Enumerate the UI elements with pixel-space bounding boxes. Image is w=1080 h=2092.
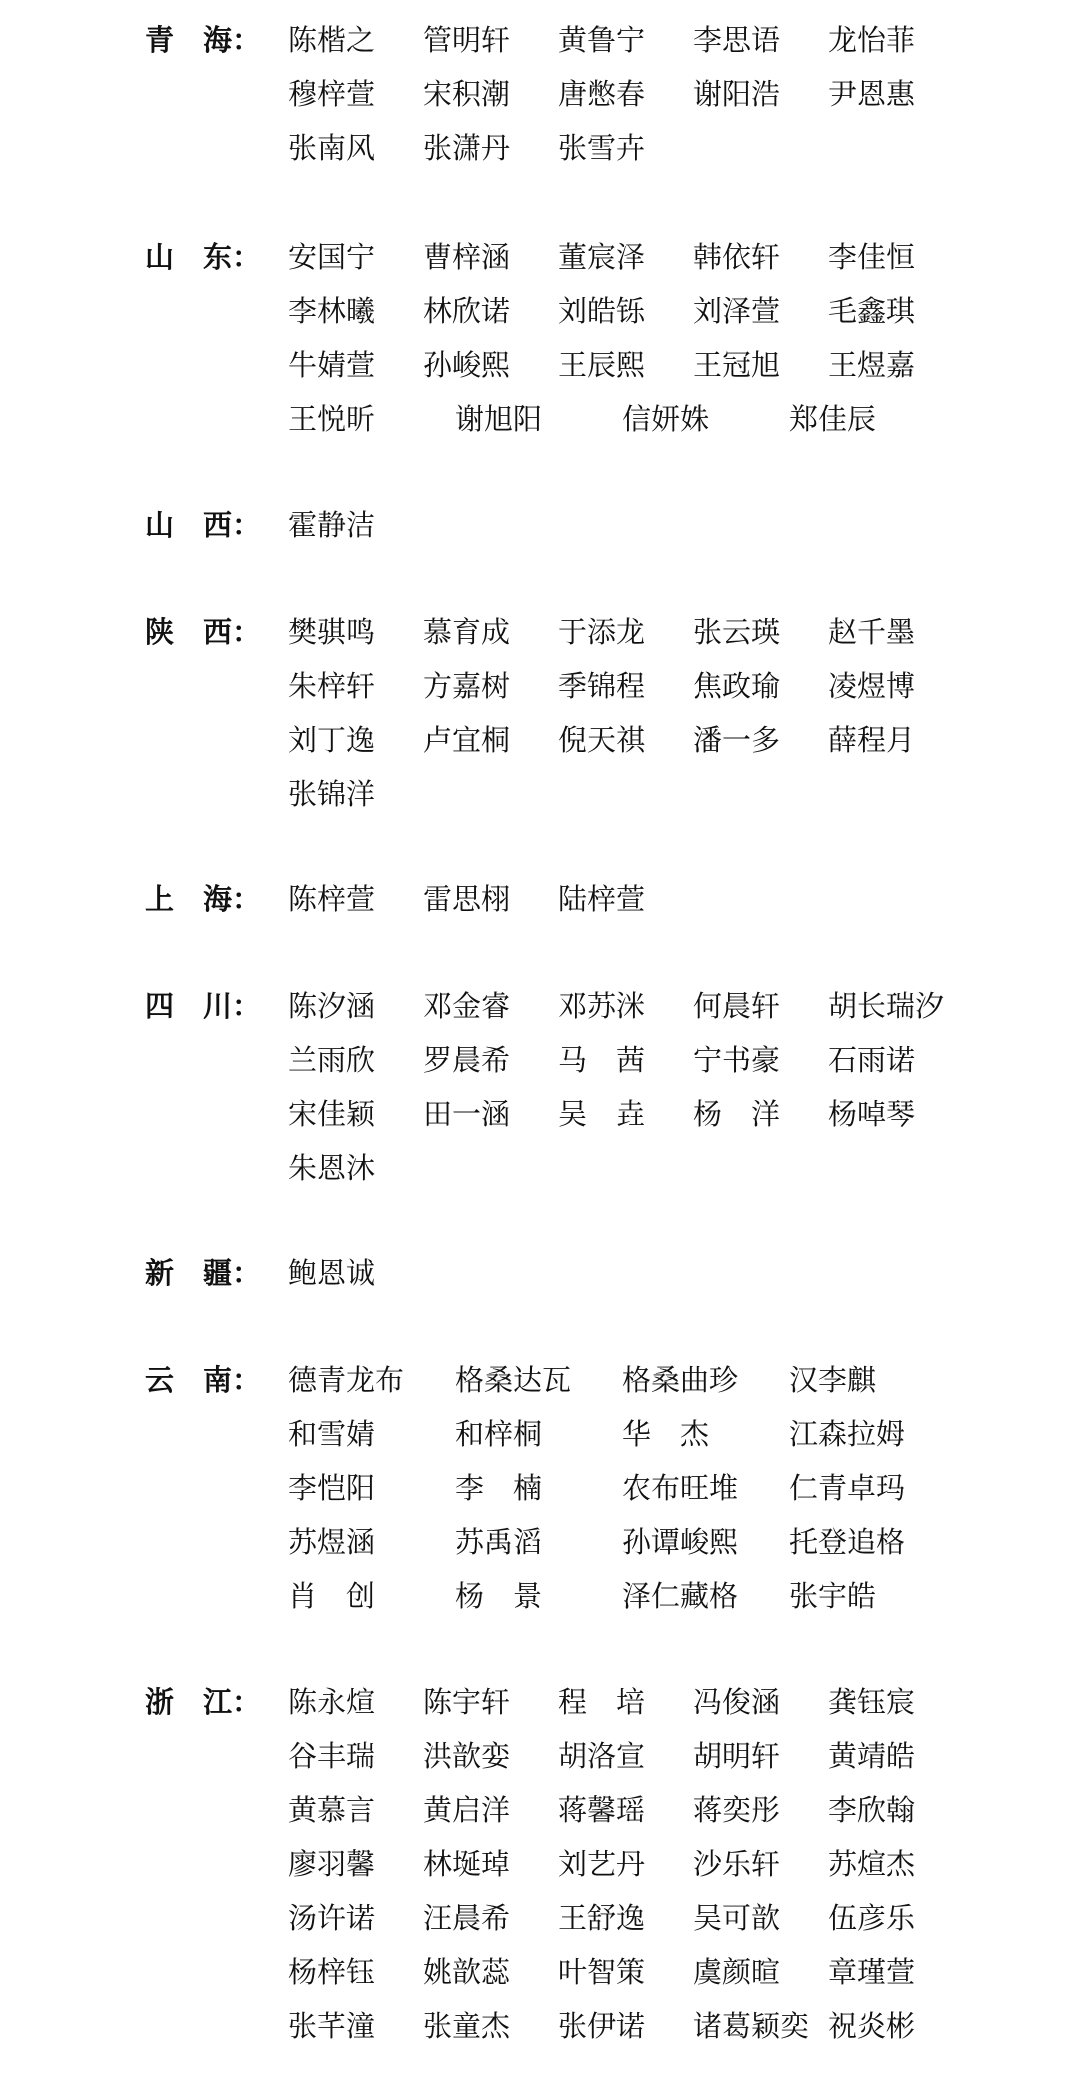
student-name: 王悦昕 xyxy=(288,402,376,436)
student-name: 冯俊涵 xyxy=(693,1685,781,1719)
student-name: 倪天祺 xyxy=(558,723,646,757)
student-name: 安国宁 xyxy=(288,240,376,274)
student-name: 杨 洋 xyxy=(693,1097,781,1131)
student-name: 李欣翰 xyxy=(828,1793,916,1827)
student-name: 薛程月 xyxy=(828,723,916,757)
student-name: 祝炎彬 xyxy=(828,2009,916,2043)
student-name: 宁书豪 xyxy=(693,1043,781,1077)
student-name: 张南风 xyxy=(288,131,376,165)
student-name: 汪晨希 xyxy=(423,1901,511,1935)
student-name: 陈梓萱 xyxy=(288,882,376,916)
student-name: 李恺阳 xyxy=(288,1471,376,1505)
student-name: 谷丰瑞 xyxy=(288,1739,376,1773)
student-name: 章瑾萱 xyxy=(828,1955,916,1989)
student-name: 陆梓萱 xyxy=(558,882,646,916)
student-name: 杨啅琴 xyxy=(828,1097,916,1131)
student-name: 牛婧萱 xyxy=(288,348,376,382)
student-name: 廖羽馨 xyxy=(288,1847,376,1881)
student-name: 田一涵 xyxy=(423,1097,511,1131)
student-name: 黄慕言 xyxy=(288,1793,376,1827)
student-name: 慕育成 xyxy=(423,615,511,649)
student-name: 樊骐鸣 xyxy=(288,615,376,649)
student-name: 马 茜 xyxy=(558,1043,646,1077)
student-name: 信妍姝 xyxy=(622,402,710,436)
student-name: 张伊诺 xyxy=(558,2009,646,2043)
province-label: 云 南： xyxy=(145,1363,262,1397)
student-name: 潘一多 xyxy=(693,723,781,757)
student-name: 陈宇轩 xyxy=(423,1685,511,1719)
student-name: 董宸泽 xyxy=(558,240,646,274)
student-name: 尹恩惠 xyxy=(828,77,916,111)
student-name: 和雪婧 xyxy=(288,1417,376,1451)
student-name: 邓苏洣 xyxy=(558,989,646,1023)
student-name: 季锦程 xyxy=(558,669,646,703)
student-name: 张雪卉 xyxy=(558,131,646,165)
student-name: 卢宜桐 xyxy=(423,723,511,757)
student-name: 江森拉姆 xyxy=(789,1417,906,1451)
student-name: 王冠旭 xyxy=(693,348,781,382)
province-label: 陕 西： xyxy=(145,615,262,649)
student-name: 黄启洋 xyxy=(423,1793,511,1827)
student-name: 张芊潼 xyxy=(288,2009,376,2043)
student-name: 韩依轩 xyxy=(693,240,781,274)
student-name: 汤许诺 xyxy=(288,1901,376,1935)
student-name: 杨 景 xyxy=(455,1579,543,1613)
student-name: 朱梓轩 xyxy=(288,669,376,703)
student-name: 陈永煊 xyxy=(288,1685,376,1719)
student-name: 泽仁藏格 xyxy=(622,1579,739,1613)
student-name: 谢旭阳 xyxy=(455,402,543,436)
student-name: 何晨轩 xyxy=(693,989,781,1023)
student-name: 龙怡菲 xyxy=(828,23,916,57)
student-name: 沙乐轩 xyxy=(693,1847,781,1881)
student-name: 雷思栩 xyxy=(423,882,511,916)
province-label: 青 海： xyxy=(145,23,262,57)
student-name: 肖 创 xyxy=(288,1579,376,1613)
student-name: 谢阳浩 xyxy=(693,77,781,111)
student-name: 于添龙 xyxy=(558,615,646,649)
student-name: 苏煜涵 xyxy=(288,1525,376,1559)
student-name: 李 楠 xyxy=(455,1471,543,1505)
student-name: 曹梓涵 xyxy=(423,240,511,274)
student-name: 唐憋春 xyxy=(558,77,646,111)
student-name: 赵千墨 xyxy=(828,615,916,649)
student-name: 洪歆娈 xyxy=(423,1739,511,1773)
student-name: 诸葛颖奕 xyxy=(693,2009,810,2043)
student-name: 刘皓铄 xyxy=(558,294,646,328)
student-name: 凌煜博 xyxy=(828,669,916,703)
student-name: 杨梓钰 xyxy=(288,1955,376,1989)
student-name: 焦政瑜 xyxy=(693,669,781,703)
student-name: 刘丁逸 xyxy=(288,723,376,757)
student-name: 张童杰 xyxy=(423,2009,511,2043)
student-name: 姚歆蕊 xyxy=(423,1955,511,1989)
student-name: 鲍恩诚 xyxy=(288,1256,376,1290)
student-name: 叶智策 xyxy=(558,1955,646,1989)
student-name: 张宇皓 xyxy=(789,1579,877,1613)
student-name: 李思语 xyxy=(693,23,781,57)
student-name: 陈楷之 xyxy=(288,23,376,57)
student-name: 胡长瑞汐 xyxy=(828,989,945,1023)
student-name: 苏禹滔 xyxy=(455,1525,543,1559)
student-name: 林埏琸 xyxy=(423,1847,511,1881)
student-name: 格桑曲珍 xyxy=(622,1363,739,1397)
student-name: 吴 垚 xyxy=(558,1097,646,1131)
student-name: 霍静洁 xyxy=(288,508,376,542)
province-label: 四 川： xyxy=(145,989,262,1023)
student-name: 格桑达瓦 xyxy=(455,1363,572,1397)
student-name: 方嘉树 xyxy=(423,669,511,703)
student-name: 农布旺堆 xyxy=(622,1471,739,1505)
student-name: 仁青卓玛 xyxy=(789,1471,906,1505)
student-name: 托登追格 xyxy=(789,1525,906,1559)
student-name: 王辰熙 xyxy=(558,348,646,382)
student-name: 程 培 xyxy=(558,1685,646,1719)
student-name: 邓金睿 xyxy=(423,989,511,1023)
student-name: 虞颜暄 xyxy=(693,1955,781,1989)
student-name: 刘泽萱 xyxy=(693,294,781,328)
student-name: 胡洛宣 xyxy=(558,1739,646,1773)
student-name: 石雨诺 xyxy=(828,1043,916,1077)
student-name: 李佳恒 xyxy=(828,240,916,274)
student-name: 蒋奕彤 xyxy=(693,1793,781,1827)
student-name: 张潇丹 xyxy=(423,131,511,165)
student-name: 苏煊杰 xyxy=(828,1847,916,1881)
student-name: 罗晨希 xyxy=(423,1043,511,1077)
province-label: 山 西： xyxy=(145,508,262,542)
student-name: 黄靖皓 xyxy=(828,1739,916,1773)
student-name: 胡明轩 xyxy=(693,1739,781,1773)
student-name: 汉李麒 xyxy=(789,1363,877,1397)
student-name: 孙峻熙 xyxy=(423,348,511,382)
student-name: 王舒逸 xyxy=(558,1901,646,1935)
student-name: 龚钰宸 xyxy=(828,1685,916,1719)
student-name: 和梓桐 xyxy=(455,1417,543,1451)
student-name: 管明轩 xyxy=(423,23,511,57)
student-name: 黄鲁宁 xyxy=(558,23,646,57)
student-name: 李林曦 xyxy=(288,294,376,328)
province-label: 浙 江： xyxy=(145,1685,262,1719)
student-name: 宋佳颖 xyxy=(288,1097,376,1131)
province-label: 山 东： xyxy=(145,240,262,274)
student-name: 毛鑫琪 xyxy=(828,294,916,328)
student-name: 宋积潮 xyxy=(423,77,511,111)
province-label: 新 疆： xyxy=(145,1256,262,1290)
student-name: 朱恩沐 xyxy=(288,1151,376,1185)
province-label: 上 海： xyxy=(145,882,262,916)
student-name: 伍彦乐 xyxy=(828,1901,916,1935)
student-name: 吴可歆 xyxy=(693,1901,781,1935)
student-name: 孙谭峻熙 xyxy=(622,1525,739,1559)
student-name: 张云瑛 xyxy=(693,615,781,649)
student-name: 德青龙布 xyxy=(288,1363,405,1397)
student-name: 刘艺丹 xyxy=(558,1847,646,1881)
student-name: 华 杰 xyxy=(622,1417,710,1451)
student-name: 张锦洋 xyxy=(288,777,376,811)
student-name: 蒋馨瑶 xyxy=(558,1793,646,1827)
student-name: 林欣诺 xyxy=(423,294,511,328)
student-name: 郑佳辰 xyxy=(789,402,877,436)
student-name: 穆梓萱 xyxy=(288,77,376,111)
student-name: 陈汐涵 xyxy=(288,989,376,1023)
student-name: 兰雨欣 xyxy=(288,1043,376,1077)
student-name: 王煜嘉 xyxy=(828,348,916,382)
